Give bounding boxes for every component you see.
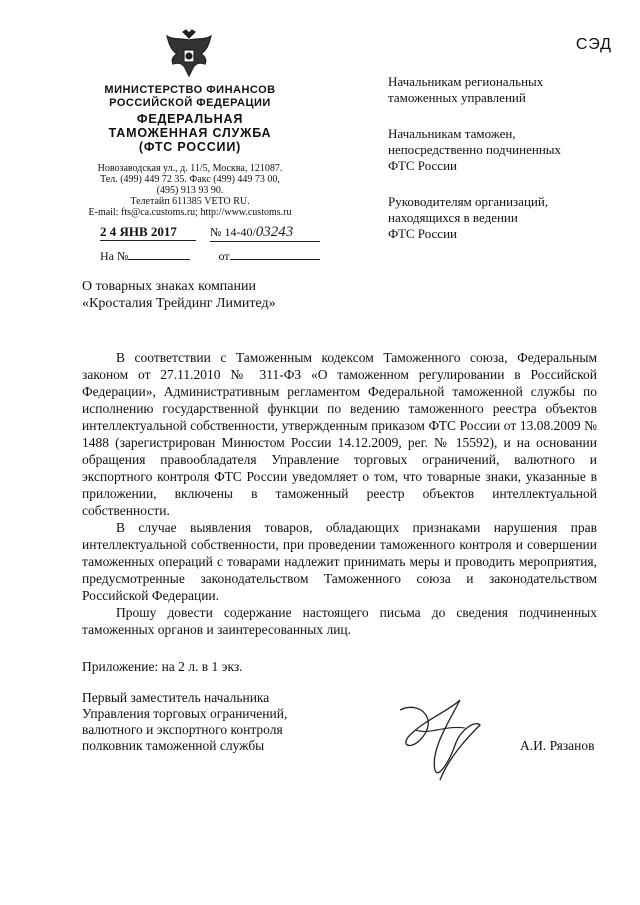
letter-body bbox=[82, 349, 597, 638]
ministry-name bbox=[70, 84, 310, 110]
contact-line: Тел. (499) 449 72 35. Факс (499) 449 73 00, bbox=[100, 174, 280, 185]
signer-line: валютного и экспортного контроля bbox=[82, 722, 283, 737]
signer-line: полковник таможенной службы bbox=[82, 738, 265, 753]
addressee-line: ФТС России bbox=[388, 226, 457, 241]
corner-mark: СЭД bbox=[575, 36, 612, 53]
addressee-line: Начальникам таможен, bbox=[388, 126, 516, 141]
handwritten-signature bbox=[380, 690, 500, 790]
reference-line bbox=[100, 249, 320, 264]
service-line: ФЕДЕРАЛЬНАЯ bbox=[136, 112, 244, 126]
ref-from: от bbox=[218, 249, 230, 263]
ref-date-blank bbox=[230, 259, 320, 260]
appendix-note: Приложение: на 2 л. в 1 экз. bbox=[82, 659, 243, 674]
body-paragraph: В соответствии с Таможенным кодексом Таможенного союза, Федеральным законом от 27.11.2010 № 311-ФЗ «О таможенном регулировании в Российской Федерации», Административным регламентом Федеральной таможенной службы по исполнению государственной функции по ведению таможенного реестра объектов интеллектуальной собственности, утвержденным приказом ФТС России от 13.08.2009 № 1488 (зарегистрирован Минюстом России 14.12.2009, рег. № 15592), и на основании обращения правообладателя Управление торговых ограничений, валютного и экспортного контроля ФТС России уведомляет о том, что товарные знаки, указанные в приложении, включены в таможенный реестр объектов интеллектуальной собственности. bbox=[82, 350, 597, 518]
ref-number-blank bbox=[128, 259, 190, 260]
number-handwritten: 03243 bbox=[255, 224, 294, 240]
ministry-line: МИНИСТЕРСТВО ФИНАНСОВ bbox=[104, 84, 276, 96]
registration-date: 2 4 ЯНВ 2017 bbox=[100, 224, 196, 241]
addressee-line: таможенных управлений bbox=[388, 90, 526, 105]
service-line: (ФТС РОССИИ) bbox=[138, 140, 242, 154]
contact-line: E-mail: fts@ca.customs.ru; http://www.customs.ru bbox=[88, 207, 292, 218]
letter-subject bbox=[82, 278, 276, 312]
addressee-block bbox=[388, 126, 618, 174]
ministry-line: РОССИЙСКОЙ ФЕДЕРАЦИИ bbox=[109, 97, 271, 109]
addressee-block bbox=[388, 74, 618, 106]
signer-line: Управления торговых ограничений, bbox=[82, 706, 288, 721]
service-line: ТАМОЖЕННАЯ СЛУЖБА bbox=[108, 126, 272, 140]
addressee-block bbox=[388, 194, 618, 242]
sender-contacts bbox=[70, 163, 310, 218]
addressee-line: Начальникам региональных bbox=[388, 74, 544, 89]
addressee-line: Руководителям организаций, bbox=[388, 194, 549, 209]
addressee-line: находящихся в ведении bbox=[388, 210, 518, 225]
contact-line: (495) 913 93 90. bbox=[156, 185, 224, 196]
ref-label: На № bbox=[100, 249, 129, 263]
registration-line bbox=[100, 224, 320, 242]
addressee-line: непосредственно подчиненных bbox=[388, 142, 562, 157]
signer-title bbox=[82, 690, 287, 754]
body-paragraph: В случае выявления товаров, обладающих признаками нарушения прав интеллектуальной собственности, при проведении таможенного контроля и совершении таможенных операций с товарами надлежит принимать меры и проводить мероприятия, предусмотренные законодательством Таможенного союза и законодательством Российской Федерации. bbox=[82, 520, 597, 603]
contact-line: Телетайп 611385 VETO RU. bbox=[130, 196, 250, 207]
number-prefix: № 14-40/ bbox=[210, 225, 256, 239]
contact-line: Новозаводская ул., д. 11/5, Москва, 121087. bbox=[97, 163, 283, 174]
subject-line: «Кросталия Трейдинг Лимитед» bbox=[82, 296, 276, 311]
subject-line: О товарных знаках компании bbox=[82, 279, 256, 294]
registration-number bbox=[210, 224, 320, 242]
russian-coat-of-arms-icon bbox=[163, 28, 215, 80]
addressee-line: ФТС России bbox=[388, 158, 457, 173]
body-paragraph: Прошу довести содержание настоящего письма до сведения подчиненных таможенных органов и заинтересованных лиц. bbox=[82, 605, 597, 637]
signer-line: Первый заместитель начальника bbox=[82, 690, 270, 705]
service-name bbox=[70, 112, 310, 154]
signer-name: А.И. Рязанов bbox=[520, 738, 595, 753]
